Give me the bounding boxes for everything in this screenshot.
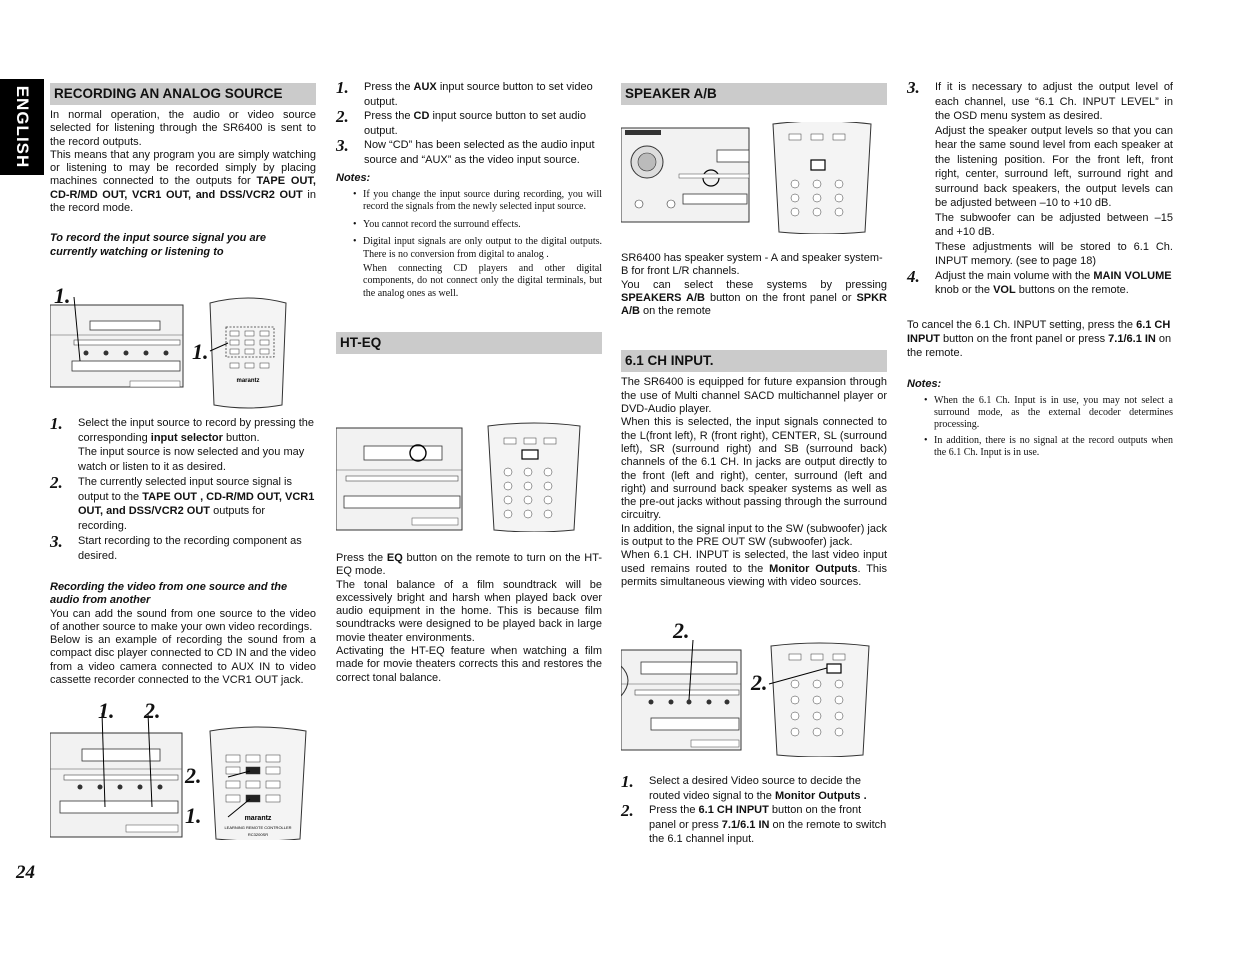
figure-record-input-drawing [50, 295, 322, 410]
note-item: • Digital input signals are only output to the digital outputs. There is no conversion from digital to analog . [353, 236, 602, 261]
recording-para-2a: You can add the sound from one source to the video of another source to make your own video recordings. [50, 607, 316, 633]
video-audio-step-3: 3. Now “CD” has been selected as the audio input source and “AUX” as the video input source. [336, 136, 595, 166]
column-speaker [621, 80, 887, 105]
hteq-para-2: The tonal balance of a film soundtrack will be excessively bright and harsh when played back over audio equipment in the home. This is because film soundtracks were designed to be played back in large movie theater environments. [336, 578, 602, 644]
input61-steps [621, 774, 887, 847]
notes-list-recording [336, 189, 602, 261]
note-item: • When the 6.1 Ch. Input is in use, you may not select a surround mode, as the external decoder determines processing. [924, 395, 1173, 432]
recording-subheading-2: Recording the video from one source and the audio from another [50, 581, 288, 607]
note-continuation: When connecting CD players and other digital components, do not connect only the digital terminals, but the analog ones as well. [363, 263, 602, 299]
recording-step-2: 2. The currently selected input source signal is output to the TAPE OUT , CD-R/MD OUT, VCR1 OUT, and DSS/VCR2 OUT outputs for recording. [50, 473, 315, 532]
section-heading-recording: RECORDING AN ANALOG SOURCE [50, 83, 316, 105]
input61-step-1: 1. Select a desired Video source to decide the routed video signal to the Monitor Outputs . [621, 772, 867, 802]
hteq-para-1: Press the EQ button on the remote to turn on the HT-EQ mode. [336, 552, 602, 578]
figure-1-callout-a: 1. [54, 283, 71, 308]
figure-61-callout-a: 2. [673, 618, 690, 643]
section-heading-hteq: HT-EQ [336, 332, 602, 354]
figure-brand-label: marantz [236, 378, 260, 384]
figure-2-remote-model: RC3200SR [247, 832, 269, 837]
figure-2-callout-2: 2. [144, 698, 161, 723]
input61-para-2: When this is selected, the input signals connected to the L(front left), R (front right), CENTER, SL (surround left), SR (surround right) and SB (surround back) channels of the 6.1 CH. In jacks are output directly to the front (left and right), center, surround (left and right) and surround back speaker systems as well as the pre-out jacks without passing through the surround circuitry. [621, 416, 887, 522]
recording-step-1: 1. Select the input source to record by pressing the corresponding input selector button. The input source is now selected and you may watch or listen to it as desired. [50, 414, 315, 473]
input61-step-3: 3. If it is necessary to adjust the output level of each channel, use “6.1 Ch. INPUT LEVEL” in the OSD menu system as desired. Adjust the speaker output levels so that you can hear the same sound level from each speaker at the listening position. For the front left, front right, center, surround left, surround right and surround back speakers, the output levels can be adjusted between –10 to +10 dB. The subwoofer can be adjusted between –15 and +10 dB. These adjustments will be stored to 6.1 Ch. INPUT memory. (see to page 18) [907, 78, 1173, 267]
column-recording [50, 80, 316, 259]
speaker-para-2: You can select these systems by pressing SPEAKERS A/B button on the front panel or SPKR A/B on the remote [621, 278, 887, 318]
recording-intro-2: This means that any program you are simply watching or listening to may be recorded simply by placing machines connected to the outputs for TAPE OUT, CD-R/MD OUT, VCR1 OUT, and DSS/VCR2 OUT in the record mode. [50, 148, 316, 215]
notes-list-61 [907, 395, 1173, 460]
recording-steps [50, 416, 316, 687]
recording-subheading-1: To record the input source signal you are currently watching or listening to [50, 232, 266, 258]
video-audio-step-1: 1. Press the AUX input source button to set video output. [336, 78, 593, 108]
video-audio-step-2: 2. Press the CD input source button to set audio output. [336, 107, 586, 137]
figure-hteq-drawing [336, 420, 608, 532]
notes-heading-61: Notes: [907, 377, 942, 390]
cancel-61-instruction: To cancel the 6.1 Ch. INPUT setting, press the 6.1 CH INPUT button on the front panel or press 7.1/6.1 IN on the remote. [907, 318, 1172, 359]
note-item: • In addition, there is no signal at the record outputs when the 6.1 Ch. Input is in use. [924, 435, 1173, 460]
section-heading-speaker: SPEAKER A/B [621, 83, 887, 105]
note-item: • If you change the input source during recording, you will record the signals from the newly selected input source. [353, 189, 602, 214]
figure-hteq [336, 420, 608, 532]
speaker-text [621, 252, 887, 589]
input61-para-4: When 6.1 CH. INPUT is selected, the last video input used remains routed to the Monitor Outputs. This permits simultaneous viewing with video sources. [621, 549, 887, 588]
note-item: • You cannot record the surround effects. [353, 219, 602, 231]
figure-61-input [621, 618, 891, 757]
figure-record-video-audio [50, 698, 322, 840]
figure-61-callout-b: 2. [751, 670, 768, 695]
figure-2-brand-label: marantz [244, 815, 272, 822]
language-tab [0, 79, 44, 175]
column-recording-cont [336, 80, 602, 354]
notes-heading-recording: Notes: [336, 172, 371, 184]
hteq-text [336, 552, 602, 685]
input61-step-4: 4. Adjust the main volume with the MAIN VOLUME knob or the VOL buttons on the remote. [907, 266, 1172, 296]
figure-2-callout-1: 1. [98, 698, 115, 723]
hteq-para-3: Activating the HT-EQ feature when watching a film made for movie theaters corrects this and restores the correct tonal balance. [336, 645, 602, 684]
input61-para-1: The SR6400 is equipped for future expansion through the use of Multi channel SACD multichannel player or DVD-Audio player. [621, 376, 887, 416]
recording-para-2b: Below is an example of recording the sound from a compact disc player connected to CD IN and the video from a video camera connected to AUX IN to video cassette recorder connected to the VCR1 OUT jack. [50, 634, 316, 687]
recording-step-3: 3. Start recording to the recording component as desired. [50, 532, 302, 562]
page-number: 24 [16, 862, 35, 883]
input61-step-2: 2. Press the 6.1 CH INPUT button on the front panel or press 7.1/6.1 IN on the remote to switch the 6.1 channel input. [621, 801, 887, 845]
figure-speaker-ab-drawing [621, 122, 891, 234]
figure-2-callout-3: 2. [185, 763, 202, 788]
figure-2-callout-4: 1. [185, 803, 202, 828]
figure-2-remote-caption: LEARNING REMOTE CONTROLLER [224, 825, 292, 830]
figure-1-callout-b: 1. [192, 339, 209, 364]
figure-record-input [50, 283, 322, 410]
speaker-para-1: SR6400 has speaker system - A and speaker system-B for front L/R channels. [621, 252, 883, 278]
column-61-cont [907, 80, 1173, 460]
section-heading-61-input: 6.1 CH INPUT. [621, 350, 887, 372]
figure-speaker-ab [621, 122, 891, 234]
input61-para-3: In addition, the signal input to the SW (subwoofer) jack is output to the PRE OUT SW (subwoofer) jack. [621, 522, 887, 549]
recording-intro-1: In normal operation, the audio or video source selected for listening through the SR6400 is sent to the record outputs. [50, 109, 316, 148]
language-tab-label: ENGLISH [13, 85, 32, 169]
